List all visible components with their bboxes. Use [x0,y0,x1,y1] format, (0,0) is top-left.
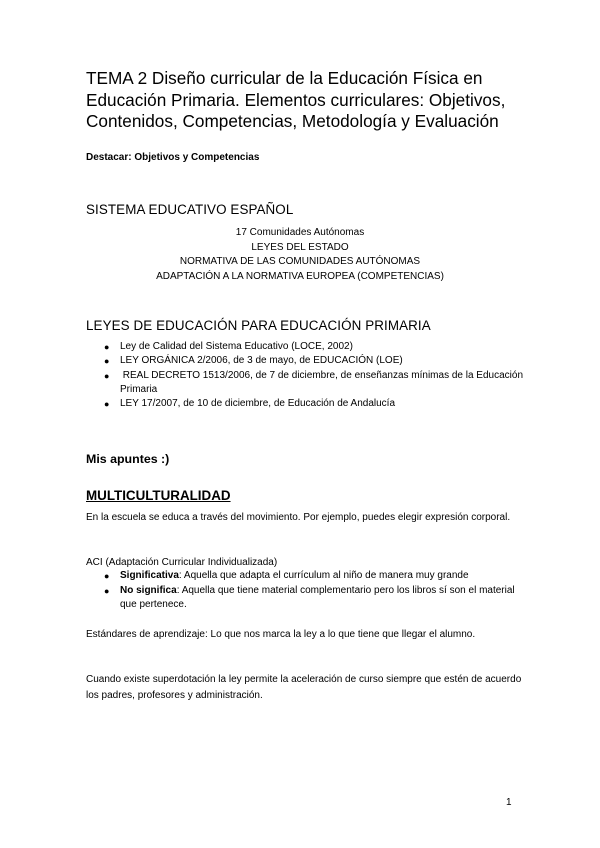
sistema-line: 17 Comunidades Autónomas [235,227,365,238]
bullet-icon: ● [104,370,110,381]
bullet-icon: ● [104,399,110,410]
paragraph-movimiento: En la escuela se educa a través del movimiento. Por ejemplo, puedes elegir expresión corporal. [86,512,511,523]
list-item-text: LEY ORGÁNICA 2/2006, de 3 de mayo, de EDUCACIÓN (LOE) [120,355,403,367]
bullet-icon: ● [104,342,110,352]
paragraph-superdotacion: Cuando existe superdotación la ley permite la aceleración de curso siempre que estén de acuerdo los padres, profesores y administración. [86,674,522,701]
sistema-lines [86,226,514,284]
aci-definition: : Aquella que tiene material complementario pero los libros sí son el material que pertenece. [120,584,515,611]
aci-definition: : Aquella que adapta el currículum al niño de manera muy grande [178,570,469,581]
list-item-text: REAL DECRETO 1513/2006, de 7 de diciembre, de enseñanzas mínimas de la Educación Primaria [120,369,526,395]
list-item-text: LEY 17/2007, de 10 de diciembre, de Educación de Andalucía [120,398,396,410]
list-item [86,397,526,411]
bullet-icon: ● [104,571,110,581]
page-number: 1 [506,797,512,808]
list-item [86,584,526,613]
list-item-text: Ley de Calidad del Sistema Educativo (LOCE, 2002) [120,341,353,352]
list-item [86,569,526,584]
section-heading-sistema: SISTEMA EDUCATIVO ESPAÑOL [86,202,294,217]
sistema-line: ADAPTACIÓN A LA NORMATIVA EUROPEA (COMPETENCIAS) [156,270,444,282]
list-item [86,369,526,398]
sistema-line: LEYES DEL ESTADO [251,241,349,253]
aci-term: No significa [120,584,177,596]
paragraph-estandares: Estándares de aprendizaje: Lo que nos marca la ley a lo que tiene que llegar el alumno. [86,629,476,640]
aci-title: ACI (Adaptación Curricular Individualizada) [86,557,278,568]
bullet-icon: ● [104,585,110,596]
sistema-line: NORMATIVA DE LAS COMUNIDADES AUTÓNOMAS [179,256,421,268]
apuntes-heading: Mis apuntes :) [86,452,170,466]
aci-list [86,569,526,613]
section-heading-leyes: LEYES DE EDUCACIÓN PARA EDUCACIÓN PRIMARIA [86,318,431,333]
list-item [86,340,526,354]
page-title: TEMA 2 Diseño curricular de la Educación Física en Educación Primaria. Elementos curriculares: Objetivos, Contenidos, Competencias, Metodología y Evaluación [86,68,506,131]
list-item [86,354,526,368]
aci-term: Significativa [120,570,179,581]
leyes-list [86,340,526,411]
bullet-icon: ● [104,356,110,367]
section-heading-multiculturalidad: MULTICULTURALIDAD [86,488,231,503]
highlight-note: Destacar: Objetivos y Competencias [86,152,260,163]
